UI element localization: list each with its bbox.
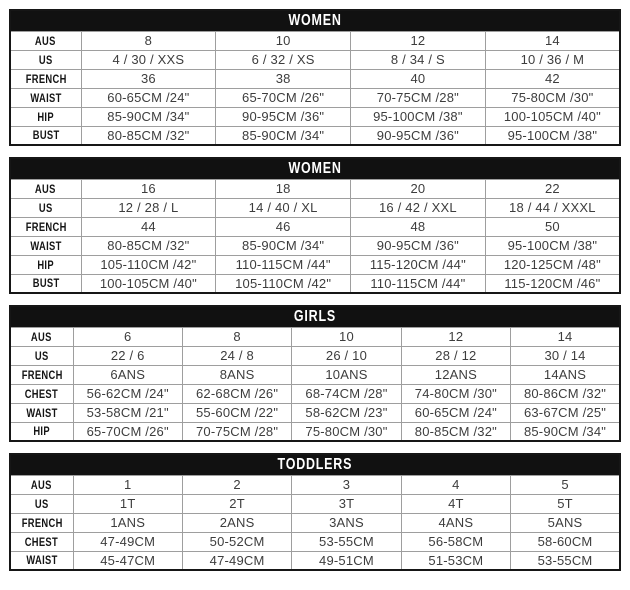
row-label-aus bbox=[10, 31, 81, 50]
size-cell: 95-100CM /38" bbox=[485, 126, 620, 145]
size-cell: 4 bbox=[401, 475, 510, 494]
row-label-text: WAIST bbox=[30, 90, 62, 105]
size-cell: 47-49CM bbox=[73, 532, 182, 551]
size-cell: 4T bbox=[401, 494, 510, 513]
size-cell: 28 / 12 bbox=[401, 346, 510, 365]
table-title-row bbox=[10, 454, 620, 475]
row-label-text: WAIST bbox=[30, 238, 62, 253]
size-cell: 22 / 6 bbox=[73, 346, 182, 365]
size-cell: 49-51CM bbox=[292, 551, 401, 570]
row-label-text: FRENCH bbox=[21, 515, 63, 530]
size-cell: 53-55CM bbox=[511, 551, 620, 570]
table-row bbox=[10, 107, 620, 126]
size-cell: 1T bbox=[73, 494, 182, 513]
row-label-text: HIP bbox=[37, 257, 55, 272]
row-label-french bbox=[10, 365, 73, 384]
table-row bbox=[10, 126, 620, 145]
size-cell: 75-80CM /30" bbox=[485, 88, 620, 107]
size-cell: 36 bbox=[81, 69, 216, 88]
table-row bbox=[10, 513, 620, 532]
size-cell: 90-95CM /36" bbox=[351, 236, 486, 255]
row-label-text: AUS bbox=[35, 33, 57, 48]
table-row bbox=[10, 179, 620, 198]
size-cell: 44 bbox=[81, 217, 216, 236]
table-row bbox=[10, 198, 620, 217]
row-label-french bbox=[10, 69, 81, 88]
row-label-text: BUST bbox=[32, 276, 60, 291]
size-cell: 14 / 40 / XL bbox=[216, 198, 351, 217]
table-row bbox=[10, 217, 620, 236]
size-cell: 6 / 32 / XS bbox=[216, 50, 351, 69]
row-label-waist bbox=[10, 551, 73, 570]
size-cell: 105-110CM /42" bbox=[81, 255, 216, 274]
row-label-us bbox=[10, 198, 81, 217]
size-table-women-large bbox=[9, 157, 621, 294]
row-label-hip bbox=[10, 255, 81, 274]
table-title-row bbox=[10, 10, 620, 31]
table-row bbox=[10, 31, 620, 50]
row-label-waist bbox=[10, 236, 81, 255]
row-label-chest bbox=[10, 532, 73, 551]
size-cell: 12 / 28 / L bbox=[81, 198, 216, 217]
table-title-row bbox=[10, 306, 620, 327]
size-cell: 3ANS bbox=[292, 513, 401, 532]
table-body bbox=[10, 179, 620, 293]
row-label-aus bbox=[10, 327, 73, 346]
size-cell: 46 bbox=[216, 217, 351, 236]
row-label-text: US bbox=[34, 348, 49, 363]
table-body bbox=[10, 475, 620, 570]
size-cell: 5 bbox=[511, 475, 620, 494]
size-cell: 53-55CM bbox=[292, 532, 401, 551]
size-cell: 95-100CM /38" bbox=[351, 107, 486, 126]
row-label-bust bbox=[10, 126, 81, 145]
table-header-bar bbox=[10, 454, 620, 475]
size-cell: 5T bbox=[511, 494, 620, 513]
table-header-bar bbox=[10, 306, 620, 327]
size-cell: 85-90CM /34" bbox=[216, 236, 351, 255]
size-cell: 16 bbox=[81, 179, 216, 198]
row-label-text: AUS bbox=[31, 329, 53, 344]
row-label-text: CHEST bbox=[25, 386, 59, 401]
size-cell: 80-86CM /32" bbox=[511, 384, 620, 403]
size-cell: 12 bbox=[401, 327, 510, 346]
size-cell: 47-49CM bbox=[182, 551, 291, 570]
row-label-text: HIP bbox=[33, 424, 51, 439]
table-row bbox=[10, 551, 620, 570]
size-cell: 45-47CM bbox=[73, 551, 182, 570]
size-cell: 85-90CM /34" bbox=[511, 422, 620, 441]
size-cell: 2T bbox=[182, 494, 291, 513]
size-cell: 65-70CM /26" bbox=[73, 422, 182, 441]
size-cell: 80-85CM /32" bbox=[81, 126, 216, 145]
size-cell: 6 bbox=[73, 327, 182, 346]
row-label-text: US bbox=[34, 496, 49, 511]
size-cell: 74-80CM /30" bbox=[401, 384, 510, 403]
size-cell: 10 bbox=[216, 31, 351, 50]
table-row bbox=[10, 365, 620, 384]
row-label-text: WAIST bbox=[26, 553, 58, 568]
size-cell: 56-62CM /24" bbox=[73, 384, 182, 403]
table-row bbox=[10, 255, 620, 274]
size-cell: 95-100CM /38" bbox=[485, 236, 620, 255]
size-cell: 65-70CM /26" bbox=[216, 88, 351, 107]
table-title: WOMEN bbox=[288, 11, 342, 29]
size-cell: 50-52CM bbox=[182, 532, 291, 551]
size-cell: 120-125CM /48" bbox=[485, 255, 620, 274]
size-cell: 42 bbox=[485, 69, 620, 88]
size-cell: 24 / 8 bbox=[182, 346, 291, 365]
table-row bbox=[10, 384, 620, 403]
size-cell: 20 bbox=[351, 179, 486, 198]
size-cell: 60-65CM /24" bbox=[81, 88, 216, 107]
table-row bbox=[10, 88, 620, 107]
table-row bbox=[10, 236, 620, 255]
size-cell: 100-105CM /40" bbox=[485, 107, 620, 126]
size-cell: 1ANS bbox=[73, 513, 182, 532]
size-cell: 18 bbox=[216, 179, 351, 198]
table-row bbox=[10, 274, 620, 293]
size-cell: 58-60CM bbox=[511, 532, 620, 551]
size-cell: 3 bbox=[292, 475, 401, 494]
row-label-bust bbox=[10, 274, 81, 293]
size-cell: 5ANS bbox=[511, 513, 620, 532]
size-cell: 115-120CM /46" bbox=[485, 274, 620, 293]
table-row bbox=[10, 422, 620, 441]
table-row bbox=[10, 475, 620, 494]
size-cell: 68-74CM /28" bbox=[292, 384, 401, 403]
table-row bbox=[10, 327, 620, 346]
row-label-text: FRENCH bbox=[25, 219, 67, 234]
table-row bbox=[10, 50, 620, 69]
row-label-waist bbox=[10, 403, 73, 422]
size-cell: 75-80CM /30" bbox=[292, 422, 401, 441]
table-header-bar bbox=[10, 10, 620, 31]
size-cell: 14 bbox=[485, 31, 620, 50]
row-label-text: AUS bbox=[35, 181, 57, 196]
size-cell: 110-115CM /44" bbox=[351, 274, 486, 293]
size-table-toddlers bbox=[9, 453, 621, 571]
size-cell: 90-95CM /36" bbox=[351, 126, 486, 145]
row-label-text: US bbox=[38, 200, 53, 215]
row-label-french bbox=[10, 217, 81, 236]
size-cell: 4 / 30 / XXS bbox=[81, 50, 216, 69]
table-body bbox=[10, 31, 620, 145]
size-cell: 26 / 10 bbox=[292, 346, 401, 365]
size-cell: 115-120CM /44" bbox=[351, 255, 486, 274]
row-label-hip bbox=[10, 107, 81, 126]
row-label-us bbox=[10, 494, 73, 513]
size-cell: 58-62CM /23" bbox=[292, 403, 401, 422]
size-cell: 85-90CM /34" bbox=[216, 126, 351, 145]
size-cell: 4ANS bbox=[401, 513, 510, 532]
size-cell: 100-105CM /40" bbox=[81, 274, 216, 293]
table-title: TODDLERS bbox=[277, 455, 353, 473]
size-cell: 38 bbox=[216, 69, 351, 88]
row-label-text: FRENCH bbox=[25, 71, 67, 86]
size-cell: 16 / 42 / XXL bbox=[351, 198, 486, 217]
size-cell: 8 bbox=[81, 31, 216, 50]
size-cell: 2 bbox=[182, 475, 291, 494]
table-title: GIRLS bbox=[293, 307, 337, 325]
size-cell: 12 bbox=[351, 31, 486, 50]
size-cell: 8 / 34 / S bbox=[351, 50, 486, 69]
size-cell: 51-53CM bbox=[401, 551, 510, 570]
table-title: WOMEN bbox=[288, 159, 342, 177]
size-cell: 14ANS bbox=[511, 365, 620, 384]
table-row bbox=[10, 69, 620, 88]
size-cell: 18 / 44 / XXXL bbox=[485, 198, 620, 217]
size-cell: 10ANS bbox=[292, 365, 401, 384]
size-cell: 2ANS bbox=[182, 513, 291, 532]
size-cell: 40 bbox=[351, 69, 486, 88]
row-label-text: WAIST bbox=[26, 405, 58, 420]
row-label-waist bbox=[10, 88, 81, 107]
size-cell: 14 bbox=[511, 327, 620, 346]
row-label-text: HIP bbox=[37, 109, 55, 124]
row-label-text: AUS bbox=[31, 477, 53, 492]
table-row bbox=[10, 494, 620, 513]
size-cell: 80-85CM /32" bbox=[401, 422, 510, 441]
row-label-text: BUST bbox=[32, 128, 60, 143]
size-cell: 90-95CM /36" bbox=[216, 107, 351, 126]
size-cell: 12ANS bbox=[401, 365, 510, 384]
row-label-us bbox=[10, 50, 81, 69]
size-cell: 53-58CM /21" bbox=[73, 403, 182, 422]
size-cell: 70-75CM /28" bbox=[351, 88, 486, 107]
table-title-row bbox=[10, 158, 620, 179]
size-cell: 60-65CM /24" bbox=[401, 403, 510, 422]
row-label-aus bbox=[10, 179, 81, 198]
table-body bbox=[10, 327, 620, 441]
row-label-hip bbox=[10, 422, 73, 441]
size-table-girls bbox=[9, 305, 621, 442]
size-cell: 70-75CM /28" bbox=[182, 422, 291, 441]
row-label-us bbox=[10, 346, 73, 365]
size-cell: 55-60CM /22" bbox=[182, 403, 291, 422]
size-cell: 80-85CM /32" bbox=[81, 236, 216, 255]
size-cell: 22 bbox=[485, 179, 620, 198]
table-row bbox=[10, 346, 620, 365]
size-cell: 50 bbox=[485, 217, 620, 236]
row-label-text: US bbox=[38, 52, 53, 67]
size-table-women-small bbox=[9, 9, 621, 146]
size-cell: 63-67CM /25" bbox=[511, 403, 620, 422]
row-label-text: FRENCH bbox=[21, 367, 63, 382]
size-cell: 3T bbox=[292, 494, 401, 513]
size-cell: 8 bbox=[182, 327, 291, 346]
table-row bbox=[10, 403, 620, 422]
size-cell: 48 bbox=[351, 217, 486, 236]
row-label-text: CHEST bbox=[25, 534, 59, 549]
size-cell: 30 / 14 bbox=[511, 346, 620, 365]
row-label-chest bbox=[10, 384, 73, 403]
table-row bbox=[10, 532, 620, 551]
table-header-bar bbox=[10, 158, 620, 179]
row-label-aus bbox=[10, 475, 73, 494]
size-cell: 110-115CM /44" bbox=[216, 255, 351, 274]
size-cell: 62-68CM /26" bbox=[182, 384, 291, 403]
size-cell: 6ANS bbox=[73, 365, 182, 384]
size-cell: 1 bbox=[73, 475, 182, 494]
row-label-french bbox=[10, 513, 73, 532]
size-cell: 56-58CM bbox=[401, 532, 510, 551]
size-cell: 8ANS bbox=[182, 365, 291, 384]
size-cell: 10 / 36 / M bbox=[485, 50, 620, 69]
size-cell: 10 bbox=[292, 327, 401, 346]
size-cell: 85-90CM /34" bbox=[81, 107, 216, 126]
size-cell: 105-110CM /42" bbox=[216, 274, 351, 293]
